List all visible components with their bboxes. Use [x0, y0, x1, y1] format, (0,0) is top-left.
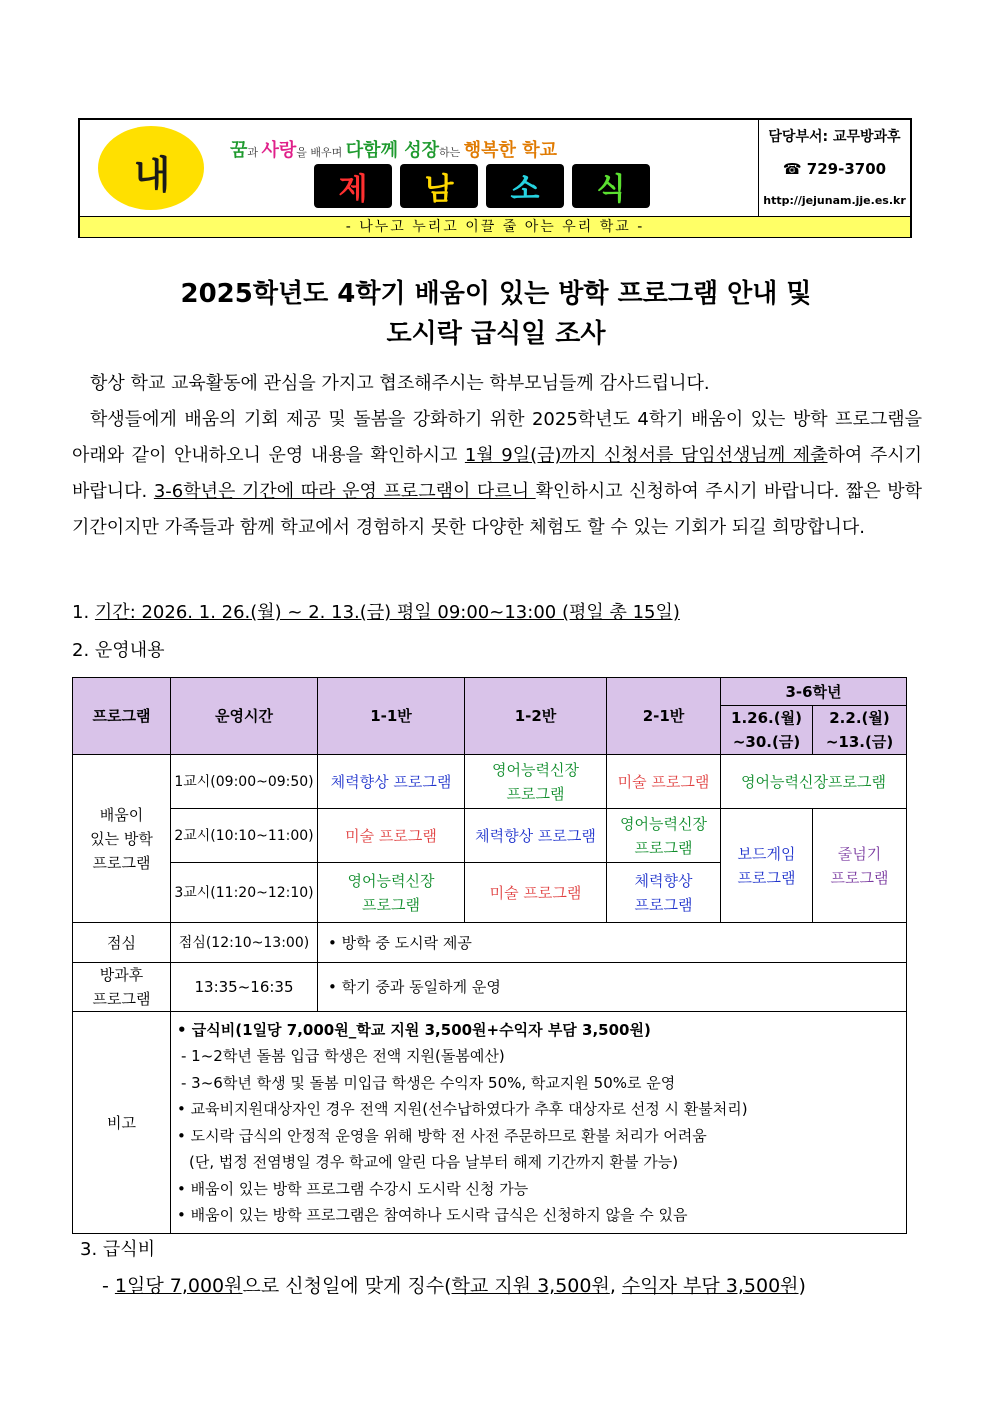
period-text: 기간: 2026. 1. 26.(월) ~ 2. 13.(금) 평일 09:00~13:00 (평일 총 15일) [94, 602, 680, 623]
program-cell [607, 809, 721, 863]
notes-label: 비고 [73, 1012, 171, 1234]
program-cell: 체력향상 프로그램 [465, 809, 607, 863]
intro-text [72, 366, 922, 546]
learning-program-label [73, 755, 171, 923]
title-char: 제 [314, 164, 392, 208]
section-heading: 운영내용 [94, 640, 165, 661]
slogan-part: 행복한 학교 [463, 140, 557, 161]
section-meal-fee [80, 1236, 155, 1264]
cell-line: 영어능력신장 [620, 814, 707, 833]
text-span: 하여 주시기 바랍니다. [72, 445, 922, 502]
program-cell: 영어능력신장프로그램 [721, 755, 907, 809]
program-cell: 체력향상 프로그램 [318, 755, 465, 809]
title-char: 소 [486, 164, 564, 208]
dash: - [102, 1275, 109, 1297]
intro-paragraph-1: 항상 학교 교육활동에 관심을 가지고 협조해주시는 학부모님들께 감사드립니다. [90, 373, 710, 394]
cell-line: 영어능력신장 [347, 871, 435, 890]
program-cell [607, 863, 721, 923]
section-operation [72, 637, 164, 665]
newsletter-title [314, 164, 650, 210]
program-cell: 미술 프로그램 [607, 755, 721, 809]
cell-line: 줄넘기 [837, 844, 882, 863]
phone-number: ☎ 729-3700 [782, 160, 887, 178]
header-class-2-1: 2-1반 [607, 678, 721, 755]
program-cell [318, 863, 465, 923]
note-line: • 급식비(1일당 7,000원_학교 지원 3,500원+수익자 부담 3,500원) [177, 1020, 651, 1039]
cell-line: 프로그램 [830, 868, 889, 887]
note-line: • 배움이 있는 방학 프로그램은 참여하나 도시락 급식은 신청하지 않을 수 있음 [177, 1206, 688, 1224]
school-support: 학교 지원 3,500원 [451, 1275, 610, 1297]
text-span: , [609, 1275, 622, 1297]
label-line: 프로그램 [92, 853, 151, 872]
note-line: (단, 법정 전염병일 경우 학교에 알린 다음 날부터 해제 기간까지 환불 가능) [189, 1153, 679, 1171]
section-heading: 급식비 [102, 1239, 156, 1260]
program-cell: 미술 프로그램 [465, 863, 607, 923]
label-line: 있는 방학 [90, 829, 153, 848]
title-char: 남 [400, 164, 478, 208]
slogan-part: 을 배우며 [296, 146, 346, 159]
slogan-part: 꿈 [230, 140, 248, 161]
meal-fee-line [102, 1272, 806, 1300]
title-char: 식 [572, 164, 650, 208]
table-row [73, 809, 907, 863]
lunch-time: 점심(12:10~13:00) [171, 923, 318, 963]
cell-line: 프로그램 [737, 868, 796, 887]
header-time: 운영시간 [171, 678, 318, 755]
table-row-lunch [73, 923, 907, 963]
section-period [72, 599, 680, 627]
note-line: • 도시락 급식의 안정적 운영을 위해 방학 전 사전 주문하므로 환불 처리가 어려움 [177, 1126, 707, 1145]
label-line: 방과후 [99, 966, 144, 984]
label-line: 배움이 [99, 805, 144, 824]
intro-paragraph-2 [72, 402, 922, 546]
program-cell: 미술 프로그램 [318, 809, 465, 863]
cell-line: 프로그램 [362, 895, 420, 914]
parent-share: 수익자 부담 3,500원 [621, 1275, 799, 1297]
banner-main [80, 120, 759, 216]
period-start: 1.26.(월) [731, 709, 802, 727]
afterschool-label [73, 963, 171, 1012]
jump-rope-cell [813, 809, 907, 923]
lunch-desc: • 방학 중 도시락 제공 [318, 923, 907, 963]
afterschool-time: 13:35~16:35 [171, 963, 318, 1012]
text-span: 학생들에게 배움의 기회 제공 및 돌봄을 강화하기 위한 2025학년도 4학기 배움이 있는 방학 프로그램을 아래와 같이 안내하오니 운영 내용을 확인하시고 [72, 409, 922, 466]
note-line: - 3~6학년 학생 및 돌봄 미입급 학생은 수익자 50%, 학교지원 50%로 운영 [181, 1073, 676, 1092]
header-class-1-2: 1-2반 [465, 678, 607, 755]
lunch-label: 점심 [73, 923, 171, 963]
title-line-1: 2025학년도 4학기 배움이 있는 방학 프로그램 안내 및 [180, 279, 812, 309]
table-row-notes [73, 1012, 907, 1234]
contact-info [759, 120, 910, 216]
header-period-2 [813, 706, 907, 755]
cell-line: 프로그램 [634, 838, 693, 857]
note-line: - 1~2학년 돌봄 입급 학생은 전액 지원(돌봄예산) [181, 1047, 505, 1065]
period-start: 2.2.(월) [829, 709, 890, 727]
title-line-2: 도시락 급식일 조사 [386, 319, 606, 349]
cell-line: 보드게임 [737, 844, 796, 863]
header-grade-3-6: 3-6학년 [721, 678, 907, 706]
header-period-1 [721, 706, 813, 755]
logo-text: 내 [133, 153, 169, 197]
period-end: ~13.(금) [825, 733, 894, 751]
period-time: 1교시(09:00~09:50) [171, 755, 318, 809]
newsletter-banner [78, 118, 912, 238]
cell-line: 프로그램 [506, 784, 565, 803]
cell-line: 체력향상 [634, 871, 693, 890]
notes-content [171, 1012, 907, 1234]
school-motto: - 나누고 누리고 이끌 줄 아는 우리 학교 - [80, 216, 910, 237]
table-row-afterschool [73, 963, 907, 1012]
cell-line: 프로그램 [634, 895, 693, 914]
program-schedule-table [72, 677, 907, 1234]
label-line: 프로그램 [92, 990, 151, 1008]
period-time: 2교시(10:10~11:00) [171, 809, 318, 863]
section-number: 2. [72, 640, 90, 661]
slogan-part: 다함께 성장 [345, 140, 440, 161]
fee-amount: 1일당 7,000원 [114, 1275, 243, 1297]
slogan-part: 사랑 [261, 140, 297, 161]
note-line: • 배움이 있는 방학 프로그램 수강시 도시락 신청 가능 [177, 1179, 529, 1198]
cell-line: 영어능력신장 [492, 760, 579, 779]
section-number: 3. [80, 1239, 98, 1260]
text-span: 확인하시고 신청하여 주시기 바랍니다. 짧은 방학기간이지만 가족들과 함께 학교에서 경험하지 못한 다양한 체험도 할 수 있는 기회가 되길 희망합니다. [72, 481, 923, 538]
table-row [73, 755, 907, 809]
program-cell [465, 755, 607, 809]
section-number: 1. [72, 602, 90, 623]
note-line: • 교육비지원대상자인 경우 전액 지원(선수납하였다가 추후 대상자로 선정 시 환불처리) [177, 1100, 748, 1118]
school-logo [98, 126, 204, 210]
slogan-part: 하는 [439, 146, 464, 159]
school-slogan [230, 136, 750, 162]
header-program: 프로그램 [73, 678, 171, 755]
period-time: 3교시(11:20~12:10) [171, 863, 318, 923]
period-end: ~30.(금) [732, 733, 801, 751]
header-class-1-1: 1-1반 [318, 678, 465, 755]
board-game-cell [721, 809, 813, 923]
text-span: 으로 신청일에 맞게 징수( [242, 1275, 452, 1297]
grade-note-text: 3-6학년은 기간에 따라 운영 프로그램이 다르니 [153, 481, 536, 502]
text-span: ) [798, 1275, 806, 1297]
afterschool-desc: • 학기 중과 동일하게 운영 [318, 963, 907, 1012]
deadline-text: 1월 9일(금)까지 신청서를 담임선생님께 제출 [464, 445, 828, 466]
slogan-part: 과 [247, 146, 262, 159]
department: 담당부서: 교무방과후 [768, 129, 901, 145]
school-url[interactable]: http://jejunam.jje.es.kr [763, 194, 906, 207]
document-title [0, 274, 992, 354]
